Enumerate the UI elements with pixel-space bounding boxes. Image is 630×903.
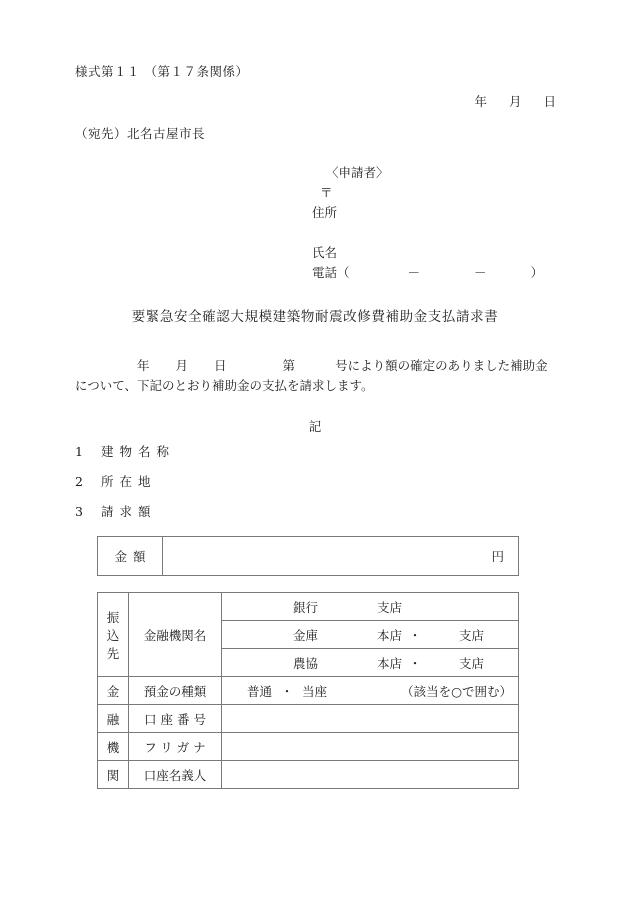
amount-label-cell bbox=[98, 537, 163, 576]
tel-dash-1: － bbox=[407, 265, 421, 280]
institution-line-nokyo bbox=[222, 654, 518, 672]
table-row bbox=[98, 761, 519, 789]
tel-dash-2: － bbox=[474, 265, 487, 280]
page-title: 要緊急安全確認大規模建築物耐震改修費補助金支払請求書 bbox=[131, 309, 499, 325]
institution-branch-main: 本店 bbox=[376, 655, 402, 671]
date-day-label: 日 bbox=[543, 94, 556, 109]
date-year-label: 年 bbox=[474, 94, 487, 109]
amount-unit: 円 bbox=[491, 549, 504, 564]
date-month-label: 月 bbox=[508, 94, 522, 109]
item-number: 1 bbox=[75, 444, 83, 459]
bank-table bbox=[97, 592, 519, 789]
table-row bbox=[98, 733, 519, 761]
institution-line-shinkin bbox=[222, 626, 518, 644]
applicant-address-blank bbox=[312, 223, 543, 243]
vertical-char: 込 bbox=[106, 627, 120, 643]
institution-kind: 銀行 bbox=[292, 599, 318, 615]
table-row bbox=[98, 677, 519, 705]
ki-mark: 記 bbox=[308, 419, 322, 434]
body-month-label: 月 bbox=[175, 358, 189, 373]
amount-value-cell[interactable] bbox=[163, 537, 519, 576]
deposit-type-note: （該当を○で囲む） bbox=[401, 683, 512, 699]
institution-branch-main: 支店 bbox=[376, 599, 402, 615]
deposit-option-separator: ・ bbox=[280, 683, 294, 699]
addressee: （宛先）北名古屋市長 bbox=[75, 126, 206, 141]
furigana-label bbox=[129, 733, 222, 761]
item-label: 請求額 bbox=[101, 504, 157, 519]
institution-line-bank-cell[interactable] bbox=[222, 593, 519, 621]
table-row bbox=[98, 537, 519, 576]
institution-separator: ・ bbox=[408, 655, 422, 671]
account-number-cell[interactable] bbox=[222, 705, 519, 733]
applicant-block bbox=[312, 163, 543, 283]
table-row bbox=[98, 705, 519, 733]
applicant-tel-label: 電話 bbox=[312, 265, 338, 280]
deposit-type-cell[interactable] bbox=[222, 677, 519, 705]
body-line-1 bbox=[75, 356, 557, 376]
body-line-2: について、下記のとおり補助金の支払を請求します。 bbox=[75, 378, 374, 393]
item-label: 建物名称 bbox=[101, 444, 176, 459]
vertical-char: 振 bbox=[106, 609, 120, 625]
body-line-1-tail: 号により額の確定のありました補助金 bbox=[335, 358, 548, 373]
bank-vertical-label-furikomisaki bbox=[98, 593, 129, 677]
account-holder-label: 口座名義人 bbox=[129, 761, 222, 789]
bank-vertical-label-ki: 機 bbox=[98, 733, 129, 761]
furigana-label-text: フリガナ bbox=[144, 739, 210, 755]
deposit-type-label: 預金の種類 bbox=[129, 677, 222, 705]
institution-separator: ・ bbox=[408, 627, 422, 643]
account-number-label bbox=[129, 705, 222, 733]
postal-mark-icon: 〒 bbox=[320, 185, 333, 200]
account-number-label-text: 口座番号 bbox=[143, 711, 210, 727]
applicant-address-label: 住所 bbox=[312, 205, 338, 220]
amount-label: 金額 bbox=[114, 549, 152, 564]
institution-kind: 金庫 bbox=[292, 627, 318, 643]
institution-branch-main: 本店 bbox=[376, 627, 402, 643]
institution-kind: 農協 bbox=[292, 655, 318, 671]
furigana-cell[interactable] bbox=[222, 733, 519, 761]
applicant-heading: 〈申請者〉 bbox=[326, 165, 389, 180]
item-label: 所在地 bbox=[101, 474, 157, 489]
body-paragraph bbox=[75, 356, 557, 396]
bank-vertical-label-kan: 関 bbox=[98, 761, 129, 789]
table-row bbox=[98, 593, 519, 621]
institution-name-label: 金融機関名 bbox=[129, 593, 222, 677]
vertical-char: 先 bbox=[106, 645, 120, 661]
applicant-name-label: 氏名 bbox=[312, 245, 338, 260]
item-building-name bbox=[75, 442, 175, 460]
item-number: 2 bbox=[75, 474, 83, 489]
account-holder-cell[interactable] bbox=[222, 761, 519, 789]
body-year-label: 年 bbox=[137, 358, 150, 373]
item-claim-amount bbox=[75, 502, 157, 520]
applicant-tel-line bbox=[312, 263, 543, 283]
date-line bbox=[0, 92, 556, 110]
institution-line-shinkin-cell[interactable] bbox=[222, 621, 519, 649]
deposit-option-toza[interactable]: 当座 bbox=[302, 683, 328, 699]
tel-paren-open: （ bbox=[337, 265, 350, 280]
institution-branch-sub: 支店 bbox=[458, 627, 484, 643]
form-number: 様式第１１ （第１７条関係） bbox=[75, 64, 249, 79]
item-location bbox=[75, 472, 157, 490]
amount-table bbox=[97, 536, 519, 576]
body-day-label: 日 bbox=[214, 358, 227, 373]
bank-vertical-label-yu: 融 bbox=[98, 705, 129, 733]
deposit-option-futsu[interactable]: 普通 bbox=[246, 683, 272, 699]
institution-line-bank bbox=[222, 598, 518, 616]
deposit-type-options bbox=[222, 682, 518, 700]
item-number: 3 bbox=[75, 504, 83, 519]
institution-line-nokyo-cell[interactable] bbox=[222, 649, 519, 677]
institution-branch-sub: 支店 bbox=[458, 655, 484, 671]
bank-vertical-label-kin: 金 bbox=[98, 677, 129, 705]
tel-paren-close: ） bbox=[530, 265, 544, 280]
body-dai-label: 第 bbox=[282, 358, 296, 373]
